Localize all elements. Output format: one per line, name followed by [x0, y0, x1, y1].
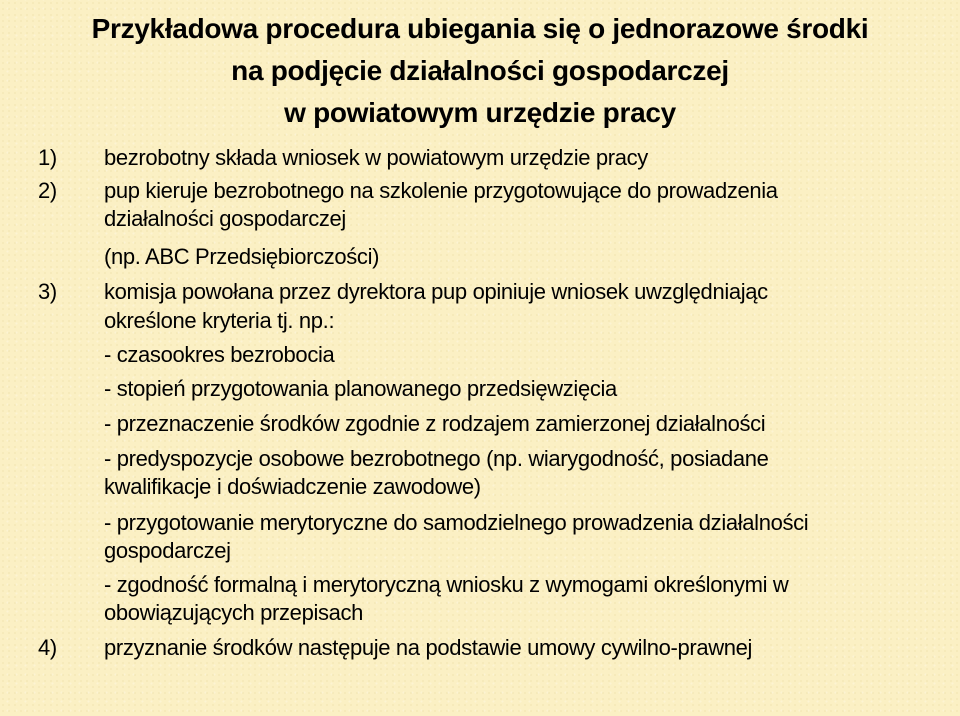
list-number-3: 3)	[38, 279, 57, 304]
criterion-4-line-2: kwalifikacje i doświadczenie zawodowe)	[104, 474, 481, 499]
list-item-1-line-1: bezrobotny składa wniosek w powiatowym urzędzie pracy	[104, 145, 648, 170]
criterion-4-line-1: - predyspozycje osobowe bezrobotnego (np. wiarygodność, posiadane	[104, 446, 769, 471]
list-item-4-line-1: przyznanie środków następuje na podstawie umowy cywilno-prawnej	[104, 635, 753, 660]
criterion-5-line-2: gospodarczej	[104, 538, 231, 563]
list-item-3-line-1: komisja powołana przez dyrektora pup opiniuje wniosek uwzględniając	[104, 279, 768, 304]
criterion-3: - przeznaczenie środków zgodnie z rodzajem zamierzonej działalności	[104, 411, 766, 436]
page-title	[40, 8, 920, 134]
list-item-3-line-2: określone kryteria tj. np.:	[104, 308, 335, 333]
criterion-6-line-1: - zgodność formalną i merytoryczną wniosku z wymogami określonymi w	[104, 572, 789, 597]
list-item-2-line-1: pup kieruje bezrobotnego na szkolenie przygotowujące do prowadzenia	[104, 178, 778, 203]
list-number-2: 2)	[38, 178, 57, 203]
title-line-1: Przykładowa procedura ubiegania się o jednorazowe środki	[91, 13, 869, 44]
criterion-2: - stopień przygotowania planowanego przedsięwzięcia	[104, 376, 617, 401]
list-item-2-line-3: (np. ABC Przedsiębiorczości)	[104, 244, 380, 269]
list-item-2-line-2: działalności gospodarczej	[104, 206, 346, 231]
title-line-2: na podjęcie działalności gospodarczej	[231, 55, 729, 86]
criterion-1: - czasookres bezrobocia	[104, 342, 335, 367]
criterion-6-line-2: obowiązujących przepisach	[104, 600, 364, 625]
criterion-5-line-1: - przygotowanie merytoryczne do samodzielnego prowadzenia działalności	[104, 510, 809, 535]
list-number-4: 4)	[38, 635, 57, 660]
list-number-1: 1)	[38, 145, 57, 170]
title-line-3: w powiatowym urzędzie pracy	[284, 97, 676, 128]
